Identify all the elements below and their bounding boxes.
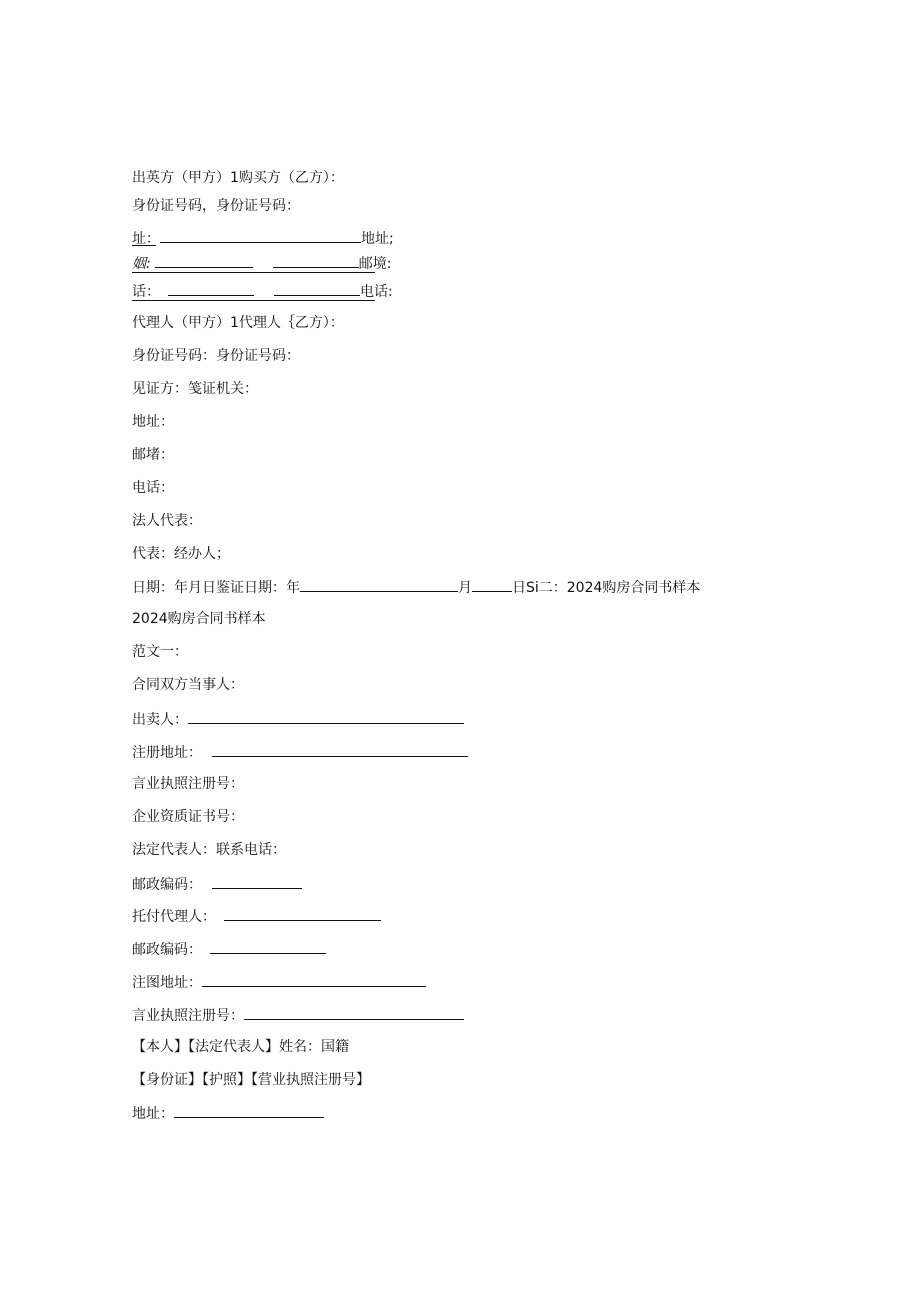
document-options-text: 【身份证】【护照】【营业执照注册号】 — [132, 1072, 370, 1088]
registered-address-blank — [212, 742, 468, 757]
witness-address-text: 地址： — [132, 414, 174, 430]
witness-address-line — [132, 413, 174, 431]
tel-left-blank — [168, 281, 254, 296]
date-month-blank — [300, 577, 458, 592]
identity-options-line — [132, 1038, 349, 1056]
registered-address-label-2: 注图地址： — [132, 975, 202, 991]
address-right-label: 地址; — [361, 231, 394, 247]
postal-underline — [132, 272, 375, 273]
tel-row — [132, 281, 393, 301]
parties-header-text: 出英方（甲方）1购买方（乙方）： — [132, 170, 344, 186]
postal-code-label-1: 邮政编码： — [132, 877, 202, 893]
postal-code-line-2 — [132, 939, 326, 959]
parties-header — [132, 169, 344, 187]
legal-rep-phone-line — [132, 841, 286, 859]
final-address-line — [132, 1103, 324, 1123]
address-row — [132, 228, 394, 248]
postal-left-blank — [155, 253, 253, 268]
tel-underline — [132, 300, 375, 301]
doc-title-text: 2024购房合同书样本 — [132, 611, 266, 627]
tel-right-blank — [274, 281, 360, 296]
sample-one-line — [132, 643, 188, 661]
witness-postal-text: 邮堵： — [132, 447, 174, 463]
witness-postal-line — [132, 446, 174, 464]
business-license-line-2 — [132, 1005, 464, 1025]
registered-address-blank-2 — [202, 972, 426, 987]
postal-code-blank-1 — [212, 874, 302, 889]
date-month-label: 月 — [458, 580, 472, 596]
representative-text: 代表：经办人； — [132, 546, 230, 562]
postal-left-label: 姻: — [132, 256, 151, 272]
entrusted-agent-label: 托付代理人： — [132, 909, 216, 925]
postal-row — [132, 253, 391, 273]
registered-address-label: 注册地址： — [132, 745, 202, 761]
tel-left-label: 话： — [132, 284, 160, 300]
seller-label: 出卖人： — [132, 712, 188, 728]
agent-header-text: 代理人（甲方）1代理人｛乙方）： — [132, 315, 344, 331]
id-number-text: 身份证号码，身份证号码： — [132, 198, 300, 214]
witness-line — [132, 380, 258, 398]
address-left-blank — [160, 228, 361, 243]
agent-header — [132, 314, 344, 332]
postal-code-blank-2 — [210, 939, 326, 954]
postal-right-label: 邮境: — [358, 256, 392, 272]
entrusted-agent-line — [132, 906, 381, 926]
legal-rep-phone-text: 法定代表人：联系电话： — [132, 842, 286, 858]
representative-line — [132, 545, 230, 563]
address-left-label: 址： — [132, 231, 160, 247]
contract-parties-text: 合同双方当事人： — [132, 677, 244, 693]
tel-right-label: 电话: — [360, 284, 393, 300]
seller-line — [132, 709, 464, 729]
doc-title-line — [132, 610, 266, 628]
agent-id-line — [132, 347, 300, 365]
legal-rep-line — [132, 512, 202, 530]
agent-id-text: 身份证号码：身份证号码： — [132, 348, 300, 364]
entrusted-agent-blank — [224, 906, 381, 921]
postal-code-label-2: 邮政编码： — [132, 942, 202, 958]
date-label: 日期：年月日鉴证日期：年 — [132, 580, 300, 596]
date-day-blank — [472, 577, 512, 592]
id-number-line — [132, 197, 300, 215]
witness-text: 见证方：笺证机关： — [132, 381, 258, 397]
final-address-blank — [174, 1103, 324, 1118]
address-underline — [132, 245, 156, 246]
date-day-label: 日Si二：2024购房合同书样本 — [512, 580, 701, 596]
business-license-text: 言业执照注册号： — [132, 776, 244, 792]
business-license-line — [132, 775, 244, 793]
qualification-line — [132, 808, 244, 826]
sample-one-text: 范文一： — [132, 644, 188, 660]
qualification-text: 企业资质证书号： — [132, 809, 244, 825]
business-license-blank-2 — [244, 1005, 464, 1020]
date-line — [132, 577, 700, 597]
registered-address-line — [132, 742, 468, 762]
witness-tel-line — [132, 479, 174, 497]
legal-rep-text: 法人代表： — [132, 513, 202, 529]
registered-address-line-2 — [132, 972, 426, 992]
document-options-line — [132, 1071, 370, 1089]
postal-right-blank — [273, 253, 359, 268]
business-license-label-2: 言业执照注册号： — [132, 1008, 244, 1024]
witness-tel-text: 电话： — [132, 480, 174, 496]
seller-blank — [188, 709, 464, 724]
contract-parties-line — [132, 676, 244, 694]
postal-code-line-1 — [132, 874, 302, 894]
identity-options-text: 【本人】【法定代表人】姓名：国籍 — [132, 1039, 349, 1055]
final-address-label: 地址： — [132, 1106, 174, 1122]
